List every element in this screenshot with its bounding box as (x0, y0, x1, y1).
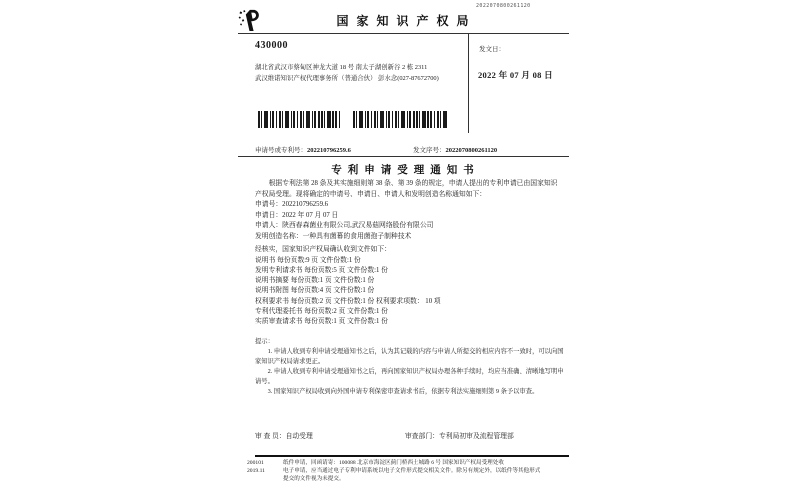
field-invention-title: 发明创造名称：一种具有菌幕的食用菌孢子制种技术 (255, 232, 412, 240)
field-applicant: 申请人：陕西春森菌业有限公司,武汉易菇网络股份有限公司 (255, 222, 434, 229)
form-version: 2019.11 (247, 468, 265, 475)
examiner-label: 审 查 员： (255, 433, 286, 440)
received-documents-intro: 经核实，国家知识产权局确认收到文件如下： (255, 246, 391, 253)
document-line: 发明专利请求书 每份页数:5 页 文件份数:1 份 (255, 266, 388, 274)
recipient-agent: 武汉维诺知识产权代理事务所（普通合伙） 彭水念(027-87672700) (255, 75, 439, 82)
notes-label: 提示： (255, 338, 274, 345)
notice-title: 专利申请受理通知书 (331, 165, 480, 176)
document-line: 说明书附图 每份页数:4 页 文件份数:1 份 (255, 287, 375, 295)
footer-paper-note: 纸件申请，回函请寄：100088 北京市海淀区蓟门桥西土城路 6 号 国家知识产权局受理处收 (283, 460, 504, 466)
dispatch-serial-label: 发文序号： (413, 147, 446, 154)
note-item: 3. 国家知识产权局收到向外国申请专利保密审查请求书后，依据专利法实施细则第 9 条予以审查。 (267, 388, 539, 395)
form-code: 200101 (247, 460, 264, 466)
document-line: 实质审查请求书 每份页数:1 页 文件份数:1 份 (255, 318, 388, 326)
barcode-dispatch-serial (353, 111, 449, 128)
footer-electronic-note: 电子申请，应当通过电子专利申请系统以电子文件形式提交相关文件。除另有规定外，以纸件等其他形式提交的文件视为未提交。 (283, 468, 541, 482)
application-number-row (255, 139, 351, 157)
received-documents-list (255, 256, 562, 328)
recipient-postcode: 430000 (255, 40, 288, 51)
notes-section (255, 337, 564, 397)
recipient-address-block (255, 62, 465, 84)
note-item: 2. 申请人收到专利申请受理通知书之后，再向国家知识产权局办理各种手续时，均应当准确、清晰地写明申请号。 (255, 368, 564, 385)
department-block (405, 430, 514, 440)
footer-section (247, 460, 567, 484)
field-filing-date: 申请日：2022 年 07 月 07 日 (255, 211, 339, 219)
field-application-number: 申请号：202210796259.6 (255, 201, 329, 208)
header-divider (238, 33, 569, 34)
department-label: 审查部门： (405, 433, 439, 440)
patent-acceptance-notice-page (230, 0, 575, 500)
barcode-application-number (258, 111, 342, 128)
note-item: 1. 申请人收到专利申请受理通知书之后，认为其记载的内容与申请人所提交的相应内容不一致时，可以向国家知识产权局请求更正。 (255, 348, 564, 365)
application-number-value: 202210796259.6 (307, 147, 351, 154)
examiner-value: 自动受理 (285, 433, 313, 440)
footer-row-paper (247, 460, 567, 467)
meta-divider (238, 156, 569, 157)
document-line: 说明书摘要 每份页数:1 页 文件份数:1 份 (255, 277, 375, 285)
application-number-label: 申请号或专利号： (255, 147, 307, 154)
dispatch-serial-value: 2022070800261120 (445, 147, 498, 154)
signoff-row (255, 430, 565, 440)
footer-divider (255, 455, 569, 457)
document-line: 专利代理委托书 每份页数:2 页 文件份数:1 份 (255, 307, 388, 315)
document-line: 权利要求书 每份页数:2 页 文件份数:1 份 权利要求项数： 10 项 (255, 297, 441, 305)
agency-title: 国家知识产权局 (336, 14, 477, 28)
dispatch-date-label: 发文日： (479, 46, 505, 53)
dispatch-date-value: 2022 年 07 月 08 日 (478, 70, 553, 80)
dispatch-box-divider (468, 33, 469, 133)
document-line: 说明书 每份页数:9 页 文件份数:1 份 (255, 256, 361, 264)
notice-body (255, 179, 562, 328)
intro-paragraph: 根据专利法第 28 条及其实施细则第 38 条、第 39 条的规定，申请人提出的专利申请已由国家知识产权局受理。现将确定的申请号、申请日、申请人和发明创造名称通知如下： (255, 180, 558, 198)
document-tracking-code: 2022070800261120 (476, 3, 531, 9)
dispatch-serial-row (413, 139, 497, 157)
department-value: 专利局初审及流程管理部 (438, 433, 514, 440)
recipient-address: 湖北省武汉市蔡甸区神龙大道 18 号 南太子湖创新谷 2 栋 2311 (255, 64, 428, 71)
footer-row-electronic (247, 468, 567, 483)
